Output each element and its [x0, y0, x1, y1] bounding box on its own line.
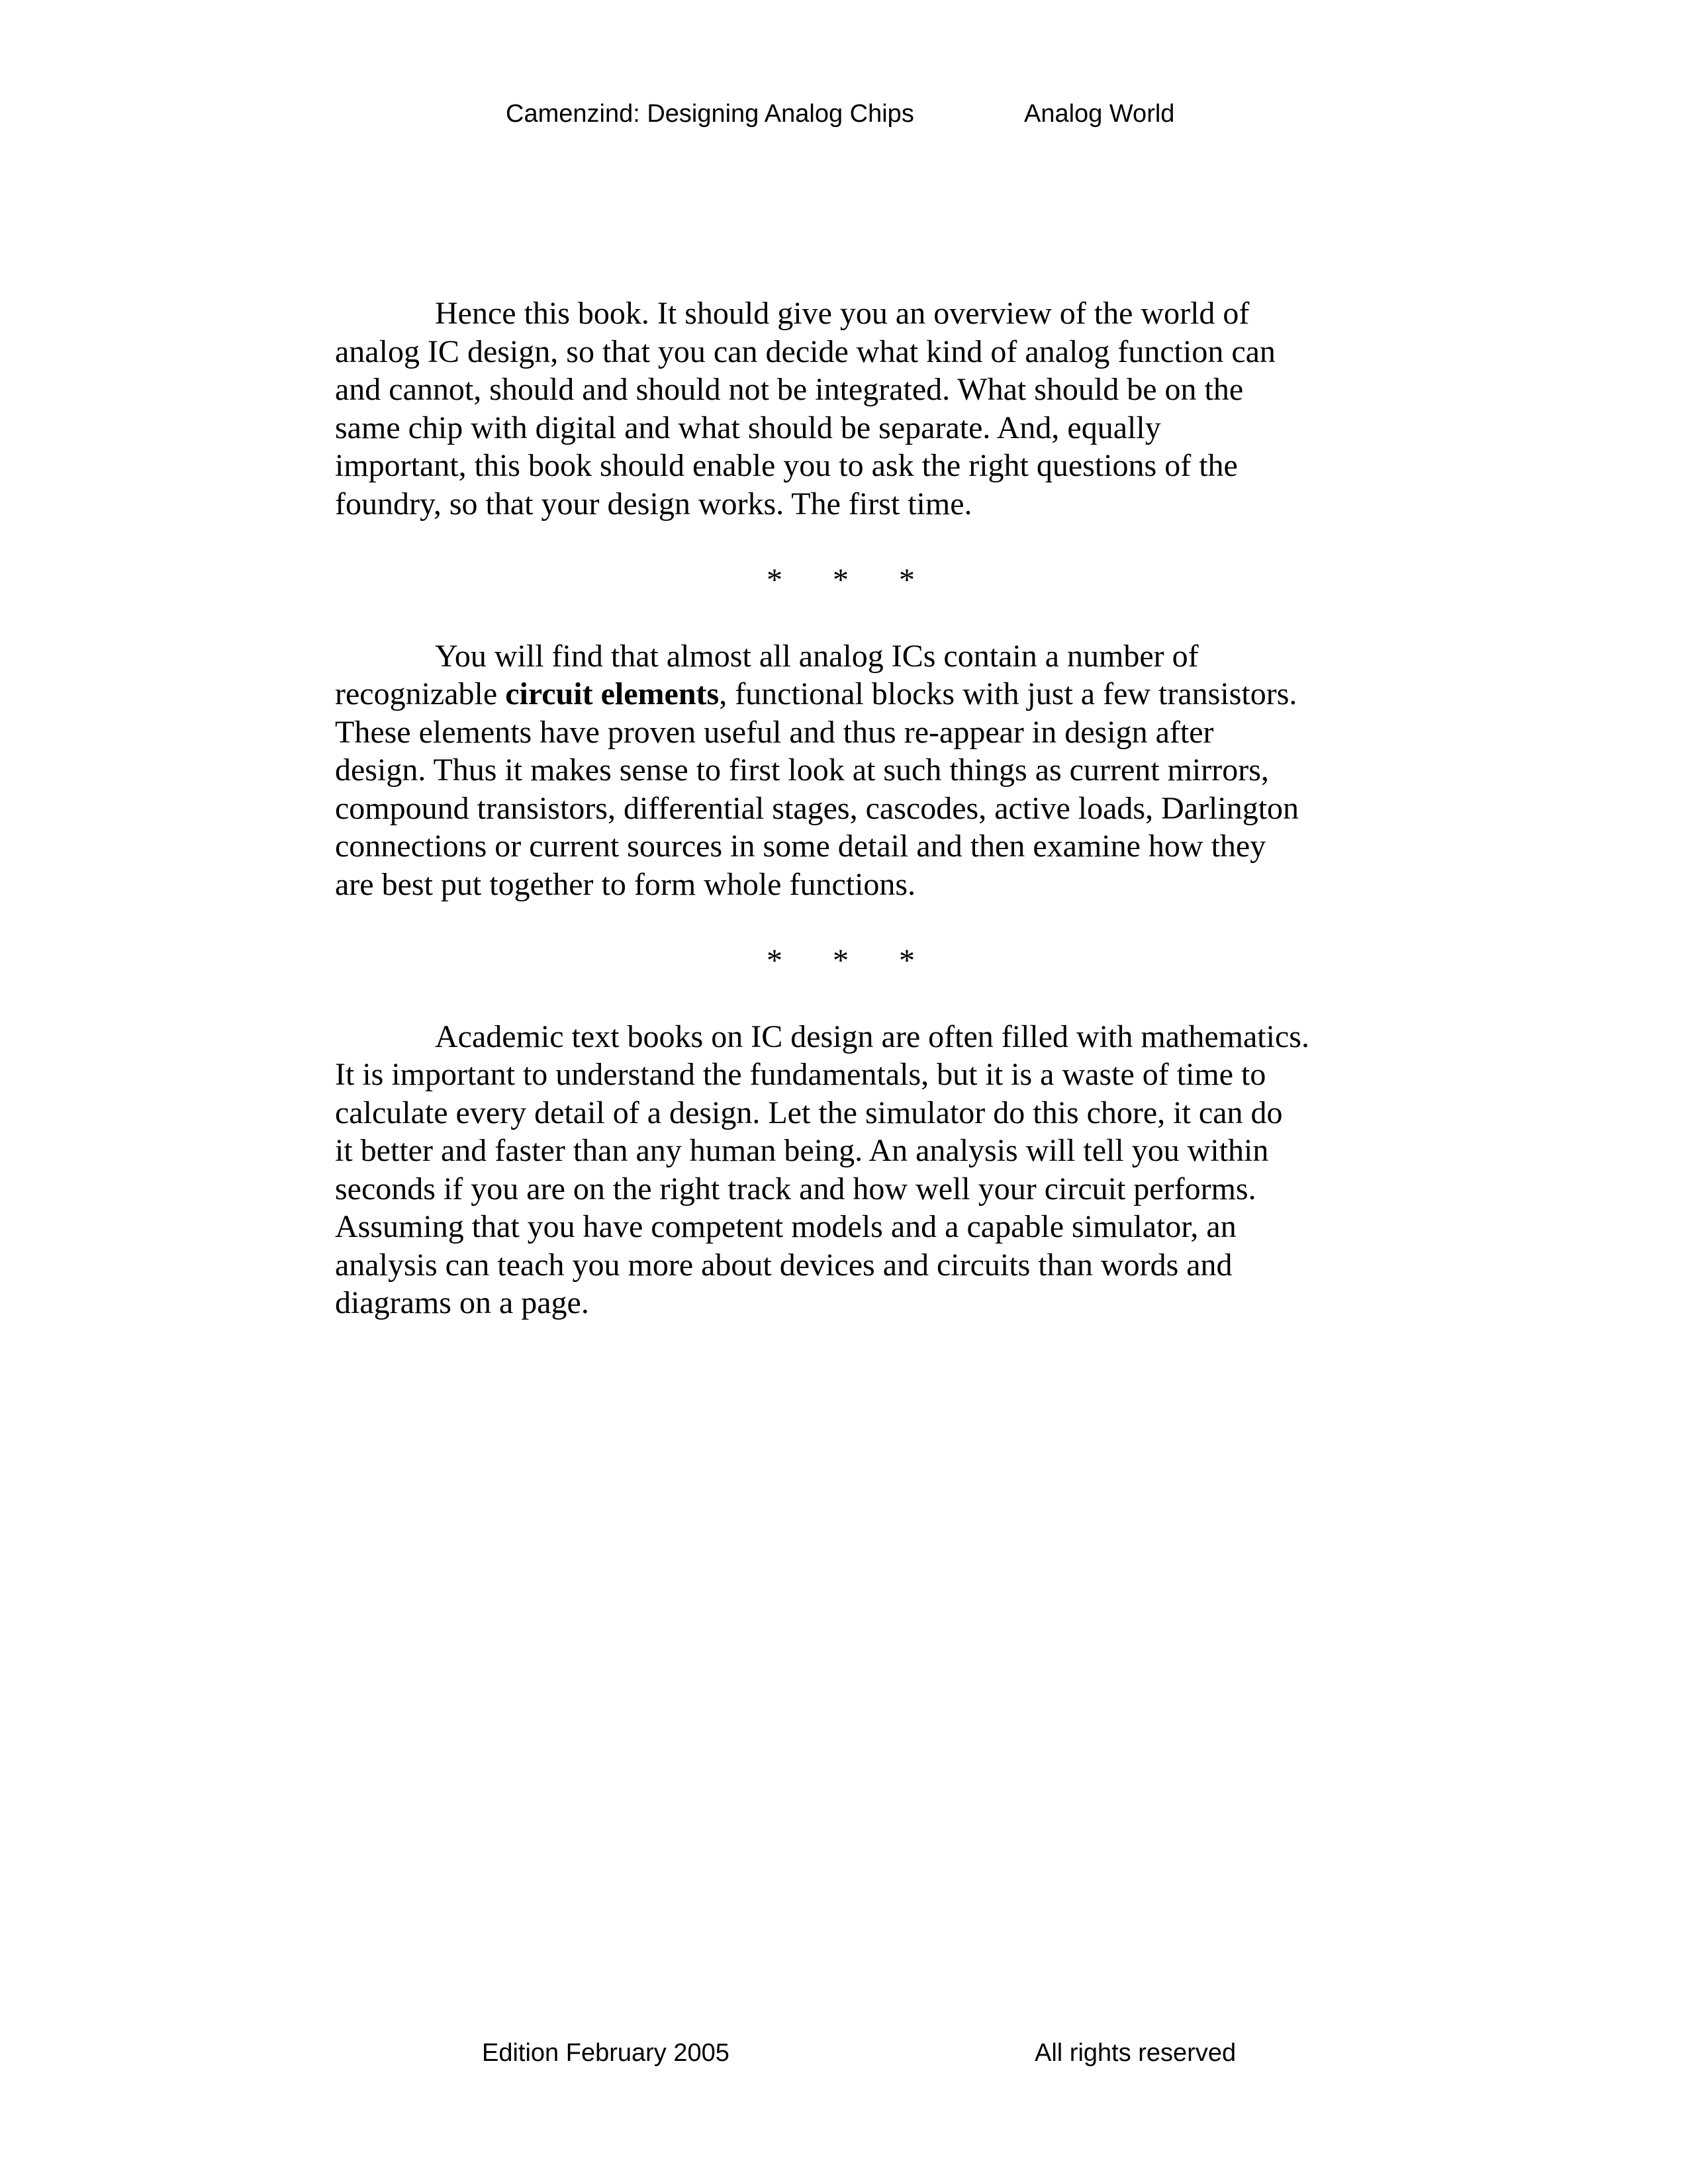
footer-edition: Edition February 2005 [482, 2039, 729, 2067]
separator-asterisk: * [833, 942, 849, 978]
text-line: and cannot, should and should not be integrated. What should be on the [335, 372, 1244, 407]
separator-asterisk: * [833, 562, 849, 598]
text-line: analysis can teach you more about devices and circuits than words and [335, 1247, 1233, 1283]
text-line: important, this book should enable you to ask the right questions of the [335, 448, 1238, 483]
text-line: connections or current sources in some detail and then examine how they [335, 829, 1266, 864]
running-header-section: Analog World [1024, 100, 1175, 128]
paragraph-hence-this-book [335, 295, 1354, 523]
text-line [335, 675, 1354, 713]
paragraph-circuit-elements [335, 637, 1354, 904]
text-line: These elements have proven useful and thus re-appear in design after [335, 714, 1214, 750]
text-line: diagrams on a page. [335, 1285, 589, 1320]
text-run: recognizable [335, 676, 506, 711]
separator-asterisk: * [899, 562, 915, 598]
text-line: foundry, so that your design works. The first time. [335, 486, 972, 522]
separator-asterisk: * [767, 562, 782, 598]
text-line: Academic text books on IC design are often filled with mathematics. [435, 1019, 1309, 1054]
text-line: design. Thus it makes sense to first look at such things as current mirrors, [335, 752, 1269, 788]
text-line: seconds if you are on the right track and how well your circuit performs. [335, 1171, 1256, 1206]
section-separator [335, 942, 1354, 980]
text-run: , functional blocks with just a few transistors. [719, 676, 1297, 711]
paragraph-academic-text-books [335, 1018, 1354, 1322]
text-line: same chip with digital and what should be separate. And, equally [335, 410, 1161, 445]
text-line: Assuming that you have competent models and a capable simulator, an [335, 1209, 1237, 1244]
text-line: are best put together to form whole functions. [335, 866, 916, 902]
bold-term: circuit elements [505, 676, 720, 711]
page-body [335, 295, 1354, 1322]
text-line: it better and faster than any human being. An analysis will tell you within [335, 1133, 1269, 1168]
running-header-title: Camenzind: Designing Analog Chips [506, 100, 914, 128]
text-line: You will find that almost all analog ICs contain a number of [435, 638, 1199, 674]
text-line: analog IC design, so that you can decide what kind of analog function can [335, 334, 1276, 369]
separator-asterisk: * [899, 942, 915, 978]
text-line: Hence this book. It should give you an overview of the world of [435, 296, 1250, 331]
text-line: It is important to understand the fundamentals, but it is a waste of time to [335, 1057, 1266, 1092]
section-separator [335, 561, 1354, 600]
separator-asterisk: * [767, 942, 782, 978]
text-line: compound transistors, differential stages, cascodes, active loads, Darlington [335, 790, 1299, 826]
text-line: calculate every detail of a design. Let the simulator do this chore, it can do [335, 1095, 1283, 1130]
footer-rights: All rights reserved [1035, 2039, 1237, 2067]
